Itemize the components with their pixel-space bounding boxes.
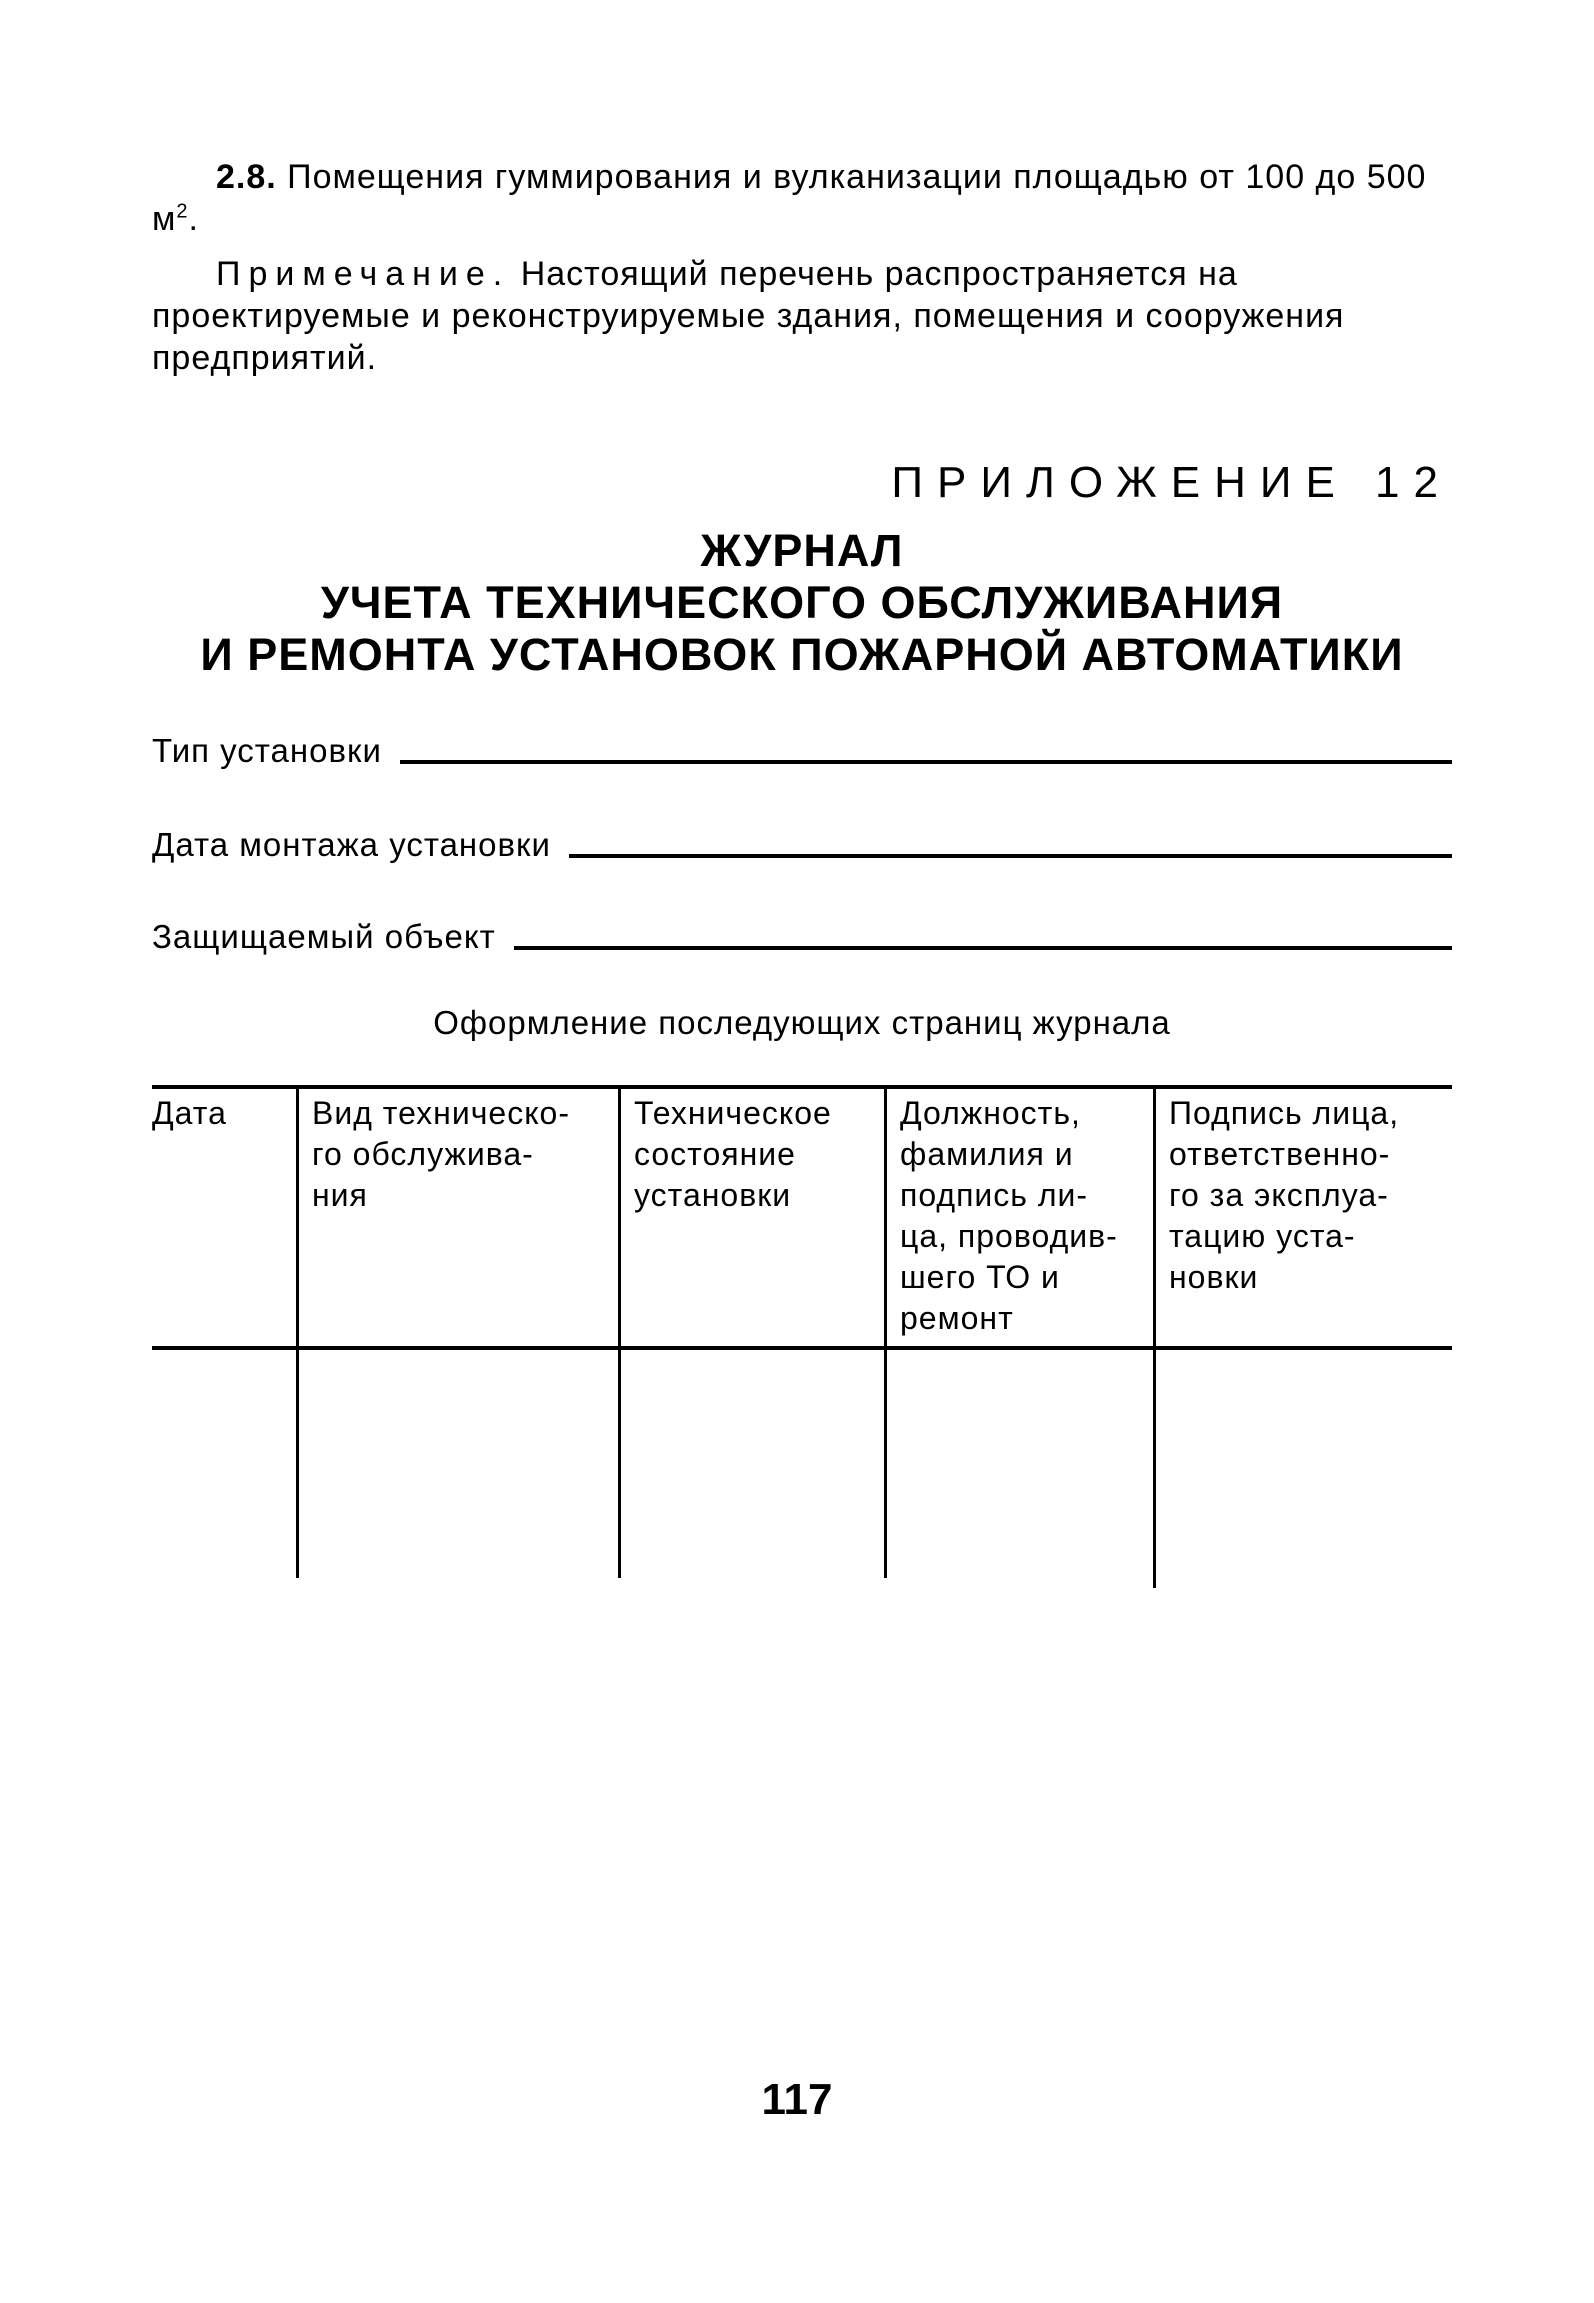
note-paragraph bbox=[152, 253, 1452, 379]
title-line-3: И РЕМОНТА УСТАНОВОК ПОЖАРНОЙ АВТОМАТИКИ bbox=[200, 629, 1404, 680]
table-column-divider bbox=[296, 1085, 299, 1578]
appendix-heading: ПРИЛОЖЕНИЕ 12 bbox=[891, 458, 1452, 507]
table-caption: Оформление последующих страниц журнала bbox=[433, 1004, 1171, 1041]
journal-title bbox=[152, 525, 1452, 681]
section-text: Помещения гуммирования и вулканизации площадью от 100 до 500 м bbox=[152, 158, 1427, 238]
header-date: Дата bbox=[152, 1095, 227, 1131]
installation-date-blank[interactable] bbox=[569, 854, 1452, 858]
table-top-rule bbox=[152, 1085, 1452, 1089]
protected-object-field bbox=[152, 918, 1452, 956]
header-performer: Должность, фамилия и подпись ли- ца, проводив- шего ТО и ремонт bbox=[900, 1095, 1118, 1336]
paragraph-2-8 bbox=[152, 156, 1452, 240]
header-responsible-signature: Подпись лица, ответственно- го за эксплуа- тацию уста- новки bbox=[1169, 1095, 1400, 1295]
protected-object-blank[interactable] bbox=[514, 946, 1452, 950]
section-end: . bbox=[188, 200, 199, 238]
table-header-rule bbox=[152, 1346, 1452, 1350]
protected-object-label: Защищаемый объект bbox=[152, 918, 496, 955]
title-line-1: ЖУРНАЛ bbox=[700, 525, 904, 576]
title-line-2: УЧЕТА ТЕХНИЧЕСКОГО ОБСЛУЖИВАНИЯ bbox=[320, 577, 1284, 628]
note-label: Примечание. bbox=[216, 255, 511, 293]
installation-type-label: Тип установки bbox=[152, 732, 382, 769]
table-column-divider bbox=[1153, 1085, 1156, 1588]
page-number: 117 bbox=[761, 2075, 833, 2124]
superscript: 2 bbox=[176, 200, 189, 223]
section-number: 2.8. bbox=[216, 158, 277, 196]
header-technical-state: Техническое состояние установки bbox=[634, 1095, 832, 1213]
table-column-divider bbox=[618, 1085, 621, 1578]
installation-date-label: Дата монтажа установки bbox=[152, 826, 551, 863]
installation-date-field bbox=[152, 826, 1452, 864]
installation-type-blank[interactable] bbox=[400, 760, 1452, 764]
installation-type-field bbox=[152, 732, 1452, 770]
note-text: Настоящий перечень распространяется на проектируемые и реконструируемые здания, помещения и сооружения предприятий. bbox=[152, 255, 1345, 377]
header-maintenance-type: Вид техническо- го обслужива- ния bbox=[312, 1095, 570, 1213]
table-column-divider bbox=[884, 1085, 887, 1578]
